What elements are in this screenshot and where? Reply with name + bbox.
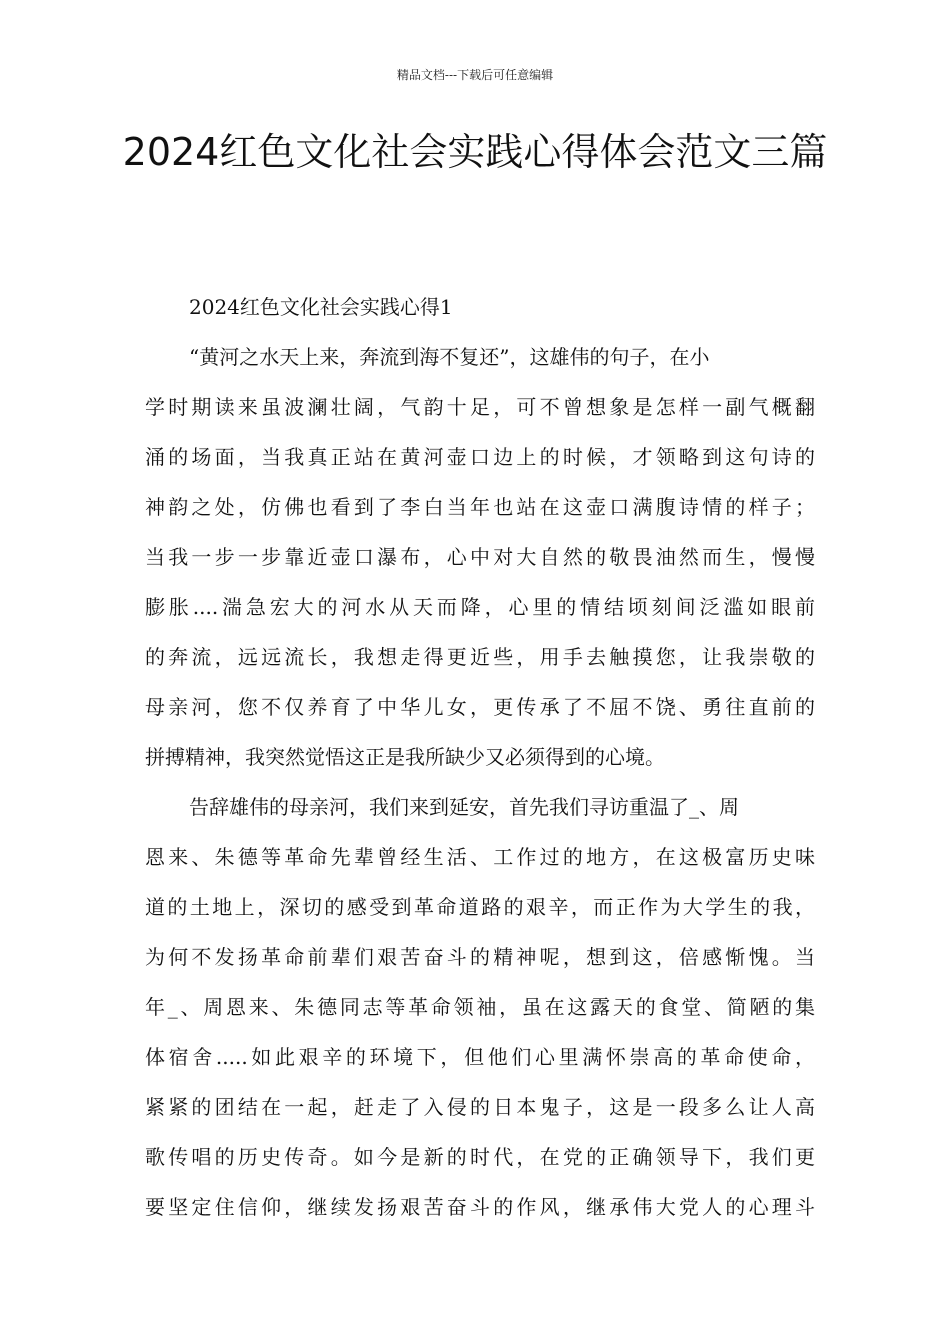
- paragraph-line: 的奔流，远远流长，我想走得更近些，用手去触摸您，让我崇敬的: [145, 645, 815, 669]
- paragraph-line: 母亲河，您不仅养育了中华儿女，更传承了不屈不饶、勇往直前的: [145, 695, 815, 719]
- paragraph-line: 当我一步一步靠近壶口瀑布，心中对大自然的敬畏油然而生，慢慢: [145, 545, 815, 569]
- paragraph-line: “黄河之水天上来，奔流到海不复还”，这雄伟的句子，在小: [189, 345, 710, 369]
- paragraph-line: 膨胀....湍急宏大的河水从天而降，心里的情结顷刻间泛滥如眼前: [145, 595, 815, 619]
- paragraph-line: 恩来、朱德等革命先辈曾经生活、工作过的地方，在这极富历史味: [145, 845, 815, 869]
- page-title: 2024红色文化社会实践心得体会范文三篇: [122, 130, 828, 174]
- paragraph-line: 道的土地上，深切的感受到革命道路的艰辛，而正作为大学生的我，: [145, 895, 815, 919]
- paragraph-line: 歌传唱的历史传奇。如今是新的时代，在党的正确领导下，我们更: [145, 1145, 815, 1169]
- paragraph-line: 体宿舍.....如此艰辛的环境下，但他们心里满怀崇高的革命使命，: [145, 1045, 815, 1069]
- paragraph-line: 年_、周恩来、朱德同志等革命领袖，虽在这露天的食堂、简陋的集: [145, 995, 815, 1019]
- subheading: 2024红色文化社会实践心得1: [189, 295, 453, 319]
- paragraph-line: 拼搏精神，我突然觉悟这正是我所缺少又必须得到的心境。: [145, 745, 665, 769]
- paragraph-line: 要坚定住信仰，继续发扬艰苦奋斗的作风，继承伟大党人的心理斗: [145, 1195, 815, 1219]
- paragraph-line: 学时期读来虽波澜壮阔，气韵十足，可不曾想象是怎样一副气概翻: [145, 395, 815, 419]
- document-body: [145, 282, 815, 1232]
- paragraph-line: 为何不发扬革命前辈们艰苦奋斗的精神呢，想到这，倍感惭愧。当: [145, 945, 815, 969]
- paragraph-line: 紧紧的团结在一起，赶走了入侵的日本鬼子，这是一段多么让人高: [145, 1095, 815, 1119]
- paragraph-line: 涌的场面，当我真正站在黄河壶口边上的时候，才领略到这句诗的: [145, 445, 815, 469]
- paragraph-line: 告辞雄伟的母亲河，我们来到延安，首先我们寻访重温了_、周: [189, 795, 739, 819]
- header-note: 精品文档---下载后可任意编辑: [396, 68, 554, 82]
- paragraph-line: 神韵之处，仿佛也看到了李白当年也站在这壶口满腹诗情的样子；: [145, 495, 815, 519]
